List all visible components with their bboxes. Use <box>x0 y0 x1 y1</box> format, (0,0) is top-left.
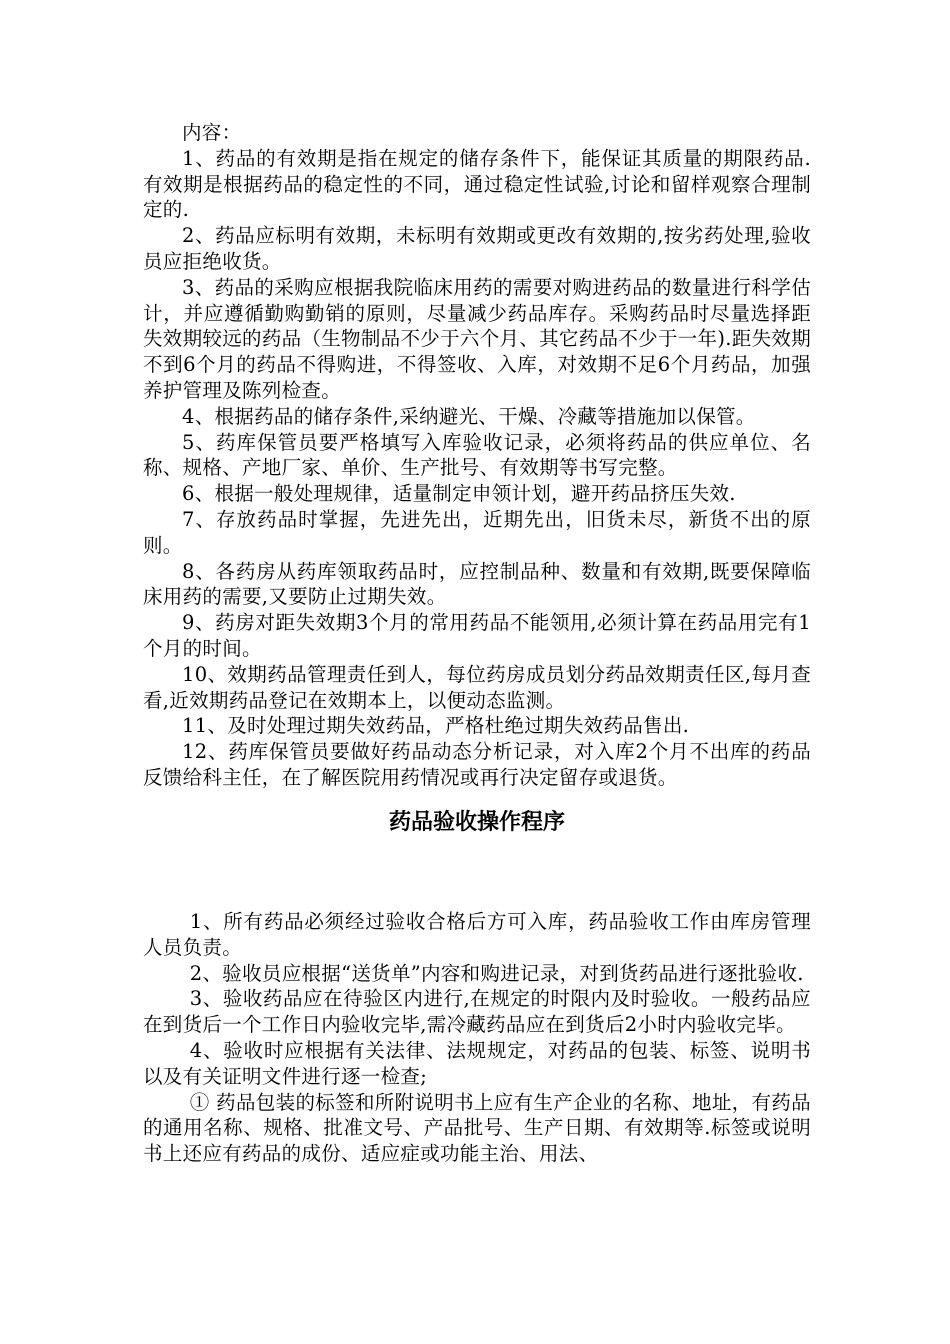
paragraph-12: 12、药库保管员要做好药品动态分析记录，对入库2个月不出库的药品反馈给科主任，在了解医院用药情况或再行决定留存或退货。 <box>143 740 811 789</box>
drug-expiry-management-section <box>143 120 811 791</box>
section-title: 药品验收操作程序 <box>388 810 565 835</box>
paragraph-4: 4、根据药品的储存条件,采纳避光、干燥、冷藏等措施加以保管。 <box>182 404 756 428</box>
paragraph-8: 8、各药房从药库领取药品时，应控制品种、数量和有效期,既要保障临床用药的需要,又要防止过期失效。 <box>143 559 811 609</box>
paragraph-3: 3、药品的采购应根据我院临床用药的需要对购进药品的数量进行科学估计，并应遵循勤购勤销的原则，尽量减少药品库存。采购药品时尽量选择距失效期较远的药品（生物制品不少于六个月、其它药品不少于一年).距失效期不到6个月的药品不得购进，不得签收、入库，对效期不足6个月药品，加强养护管理及陈列检查。 <box>143 275 811 402</box>
paragraph-6: 6、根据一般处理规律，适量制定申领计划，避开药品挤压失效. <box>182 482 736 506</box>
procedure-paragraph-2: 2、验收员应根据“送货单”内容和购进记录，对到货药品进行逐批验收. <box>189 961 804 985</box>
paragraph-7: 7、存放药品时掌握，先进先出，近期先出，旧货未尽，新货不出的原则。 <box>143 507 811 557</box>
procedure-paragraph-1: 1、所有药品必须经过验收合格后方可入库，药品验收工作由库房管理人员负责。 <box>143 910 811 959</box>
paragraph-11: 11、及时处理过期失效药品，严格杜绝过期失效药品售出. <box>182 714 690 738</box>
paragraph-1: 1、药品的有效期是指在规定的储存条件下，能保证其质量的期限药品.有效期是根据药品的稳定性的不同，通过稳定性试验,讨论和留样观察合理制定的. <box>143 146 811 222</box>
paragraph-10: 10、效期药品管理责任到人，每位药房成员划分药品效期责任区,每月查看,近效期药品登记在效期本上，以便动态监测。 <box>143 662 811 712</box>
paragraph-2: 2、药品应标明有效期，未标明有效期或更改有效期的,按劣药处理,验收员应拒绝收货。 <box>143 224 811 273</box>
procedure-paragraph-4: 4、验收时应根据有关法律、法规规定，对药品的包装、标签、说明书以及有关证明文件进行逐一检查; <box>143 1038 811 1088</box>
paragraph-5: 5、药库保管员要严格填写入库验收记录，必须将药品的供应单位、名称、规格、产地厂家、单价、生产批号、有效期等书写完整。 <box>143 430 811 480</box>
procedure-paragraph-3: 3、验收药品应在待验区内进行,在规定的时限内及时验收。一般药品应在到货后一个工作日内验收完毕,需冷藏药品应在到货后2小时内验收完毕。 <box>143 987 811 1037</box>
drug-acceptance-procedure-section <box>143 909 811 1167</box>
procedure-paragraph-4-item-1: ① 药品包装的标签和所附说明书上应有生产企业的名称、地址，有药品的通用名称、规格、批准文号、产品批号、生产日期、有效期等.标签或说明书上还应有药品的成份、适应症或功能主治、用法、 <box>143 1090 811 1166</box>
paragraph-content-heading: 内容： <box>182 121 242 144</box>
paragraph-9: 9、药房对距失效期3个月的常用药品不能领用,必须计算在药品用完有1个月的时间。 <box>143 611 811 660</box>
